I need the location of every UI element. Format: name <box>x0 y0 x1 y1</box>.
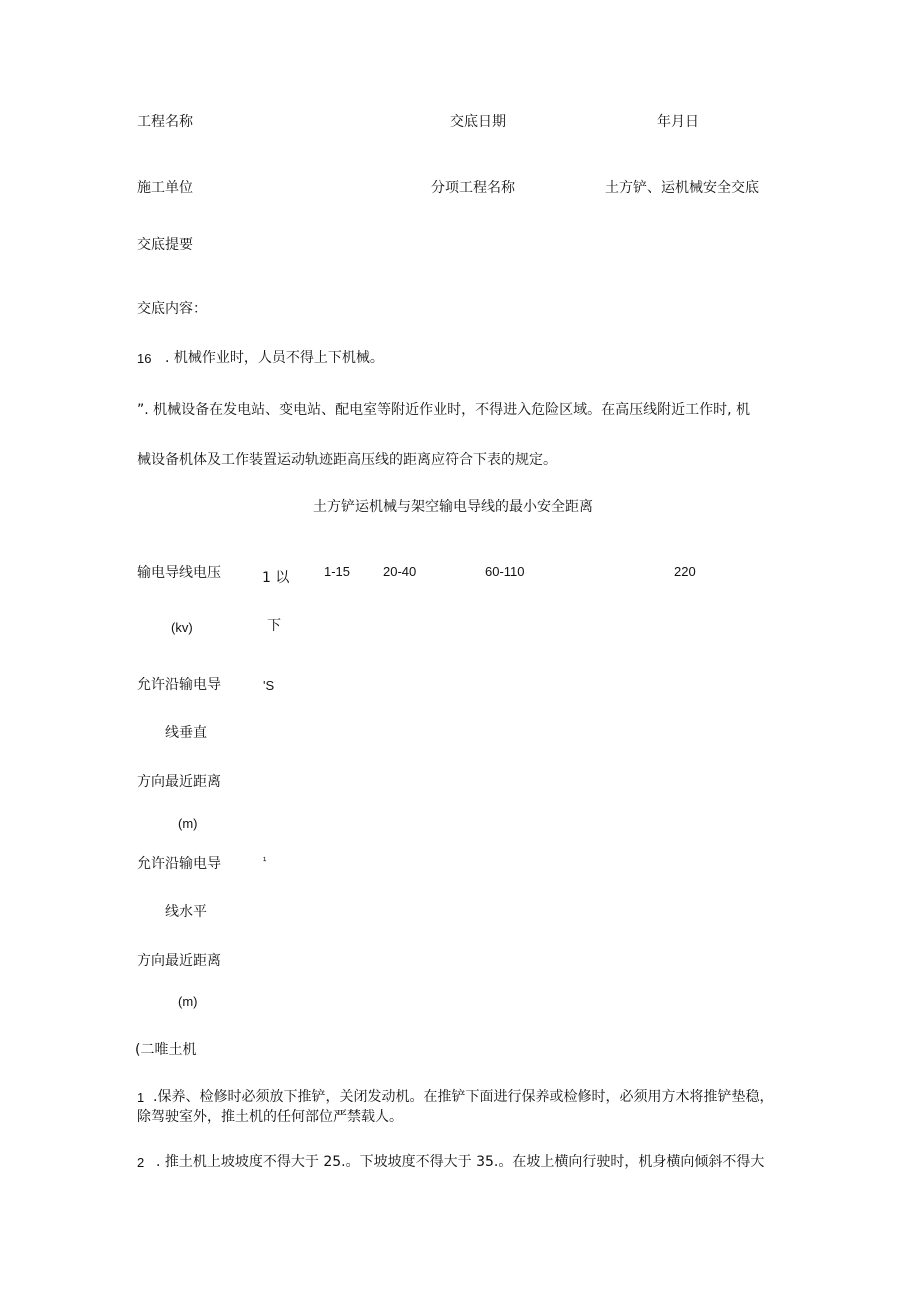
section-2-item-2-text: . 推土机上坡坡度不得大于 25.。下坡坡度不得大于 35.。在坡上横向行驶时，机身横向倾斜不得大 <box>156 1154 765 1170</box>
voltage-label-unit: (kv) <box>171 620 193 635</box>
item-17-line-2: 械设备机体及工作装置运动轨迹距高压线的距离应符合下表的规定。 <box>137 452 557 468</box>
handover-date-label: 交底日期 <box>450 114 506 130</box>
voltage-col-4: 60-110 <box>485 564 525 579</box>
voltage-col-1-line-1: 1 以 <box>262 570 290 586</box>
vertical-distance-value-1: 'S <box>263 678 275 693</box>
handover-date-value: 年月日 <box>657 114 699 130</box>
section-2-item-1-number: 1 <box>137 1090 145 1105</box>
horizontal-distance-label-unit: (m) <box>178 994 198 1009</box>
table-title: 土方铲运机械与架空输电导线的最小安全距离 <box>313 499 593 515</box>
voltage-col-5: 220 <box>674 564 696 579</box>
section-2-item-2-number: 2 <box>137 1155 145 1170</box>
sub-project-value: 土方铲、运机械安全交底 <box>605 180 759 196</box>
voltage-col-1-line-2: 下 <box>267 618 281 634</box>
voltage-col-3: 20-40 <box>383 564 417 579</box>
section-2-heading: (二唯土机 <box>135 1042 197 1058</box>
construction-unit-label: 施工单位 <box>137 180 193 196</box>
vertical-distance-label-line-3: 方向最近距离 <box>137 774 221 790</box>
voltage-label-line-1: 输电导线电压 <box>137 565 221 581</box>
summary-label: 交底提要 <box>137 237 193 253</box>
horizontal-distance-label-line-1: 允许沿输电导 <box>137 856 221 872</box>
item-16-number: 16 <box>137 351 152 366</box>
horizontal-distance-value-1: ¹ <box>263 856 267 867</box>
voltage-col-2: 1-15 <box>324 564 351 579</box>
section-2-item-1-text: .保养、检修时必须放下推铲，关闭发动机。在推铲下面进行保养或检修时，必须用方木将推铲垫稳，除驾驶室外，推土机的任何部位严禁载人。 <box>137 1089 774 1125</box>
project-name-label: 工程名称 <box>137 114 193 130</box>
vertical-distance-label-unit: (m) <box>178 816 198 831</box>
vertical-distance-label-line-2: 线垂直 <box>165 725 207 741</box>
item-17-line-1: ”. 机械设备在发电站、变电站、配电室等附近作业时，不得进入危险区域。在高压线附近工作时, 机 <box>137 402 751 418</box>
horizontal-distance-label-line-3: 方向最近距离 <box>137 953 221 969</box>
content-label: 交底内容： <box>137 301 207 317</box>
item-16-text: . 机械作业时，人员不得上下机械。 <box>165 350 384 366</box>
sub-project-label: 分项工程名称 <box>431 180 515 196</box>
horizontal-distance-label-line-2: 线水平 <box>165 904 207 920</box>
vertical-distance-label-line-1: 允许沿输电导 <box>137 677 221 693</box>
